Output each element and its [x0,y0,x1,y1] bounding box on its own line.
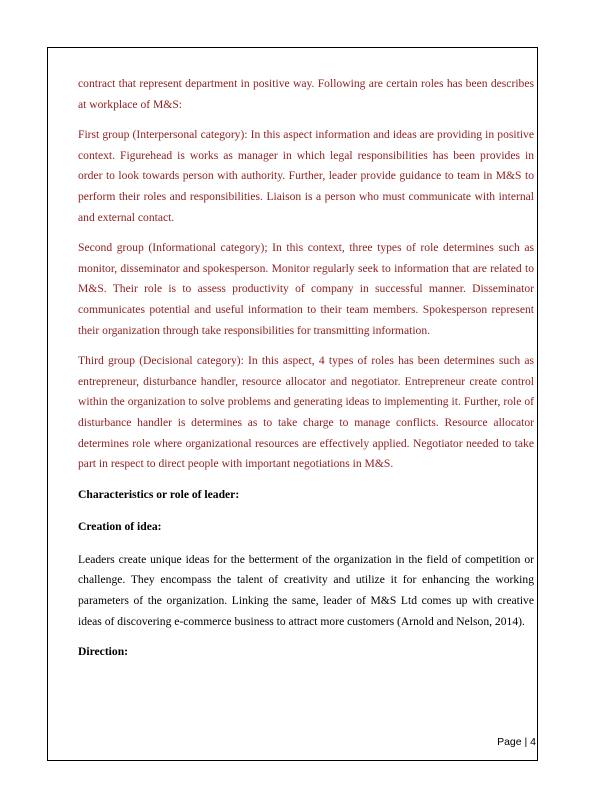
paragraph-interpersonal: First group (Interpersonal category): In this aspect information and ideas are providing in positive context. Figurehead is works as manager in which legal responsibilities has been provides in order to look towards person with authority. Further, leader provide guidance to team in M&S to perform their roles and responsibilities. Liaison is a person who must communicate with internal and external contact. [78,128,534,224]
paragraph-creation-of-idea: Leaders create unique ideas for the betterment of the organization in the field of competition or challenge. They encompass the talent of creativity and utilize it for enhancing the working parameters of the organization. Linking the same, leader of M&S Ltd comes up with creative ideas of discovering e-commerce business to attract more customers (Arnold and Nelson, 2014). [78,552,534,628]
heading-characteristics: Characteristics or role of leader: [78,487,240,501]
heading-direction: Direction: [78,645,129,659]
document-body [78,74,534,675]
paragraph-roles-intro: contract that represent department in positive way. Following are certain roles has been describes at workplace of M&S: [78,77,534,111]
paragraph-informational: Second group (Informational category); In this context, three types of role determines such as monitor, disseminator and spokesperson. Monitor regularly seek to information that are related to M&S. Their role is to assess productivity of company in successful manner. Disseminator communicates potential and useful information to their team members. Spokesperson represent their organization through take responsibilities for transmitting information. [78,241,534,337]
paragraph-decisional: Third group (Decisional category): In this aspect, 4 types of roles has been determines such as entrepreneur, disturbance handler, resource allocator and negotiator. Entrepreneur create control within the organization to solve problems and generating ideas to implementing it. Further, role of disturbance handler is determines as to take charge to manage conflicts. Resource allocator determines role where organizational resources are effectively applied. Negotiator needed to take part in respect to direct people with important negotiations in M&S. [78,354,534,471]
heading-creation-of-idea: Creation of idea: [78,520,162,534]
page-number: Page | 4 [497,736,536,748]
